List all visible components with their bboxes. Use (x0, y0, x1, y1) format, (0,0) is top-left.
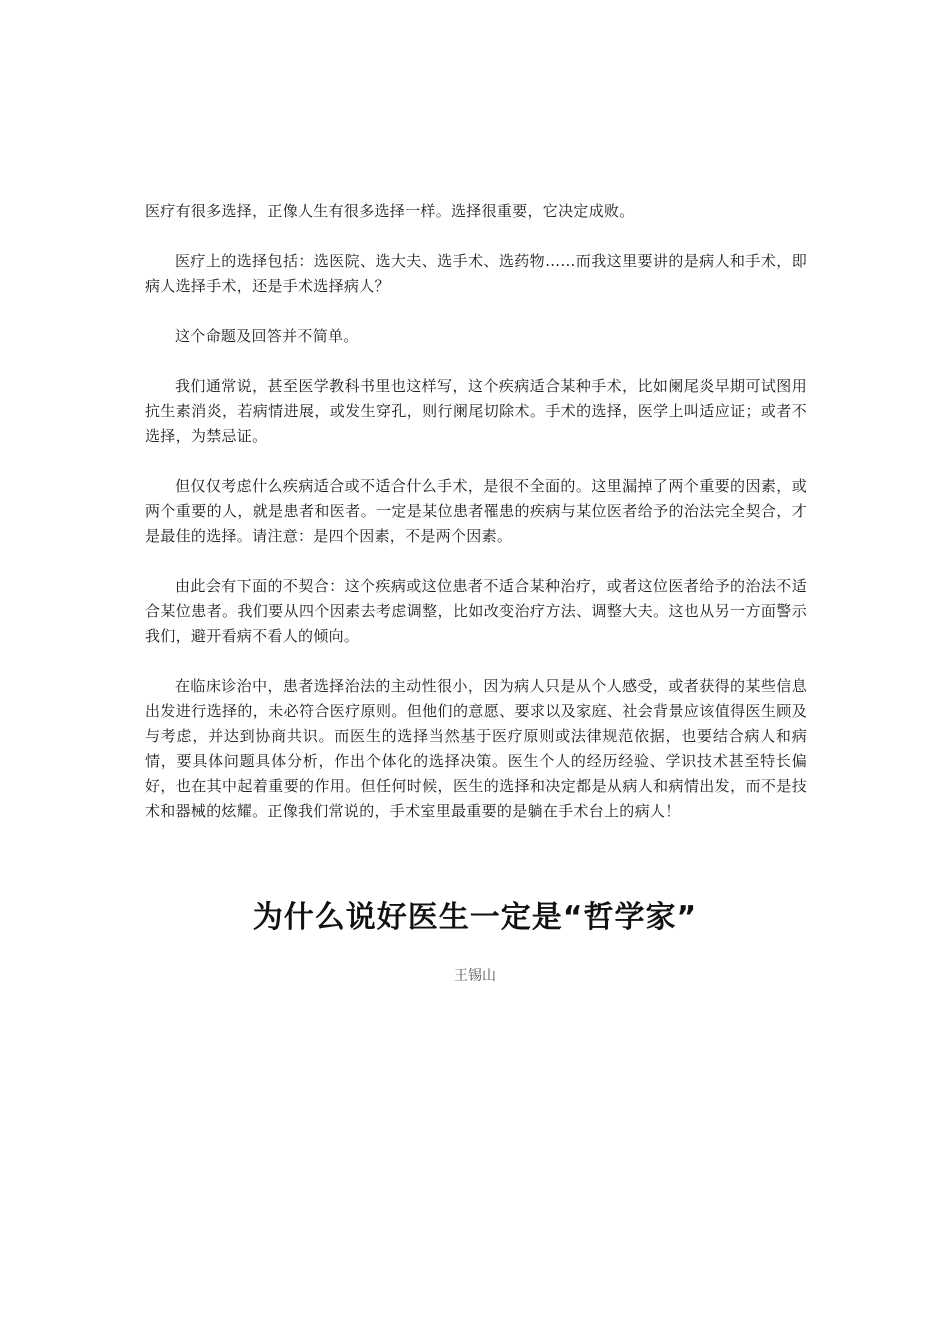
paragraph: 由此会有下面的不契合：这个疾病或这位患者不适合某种治疗，或者这位医者给予的治法不适合某位患者。我们要从四个因素去考虑调整，比如改变治疗方法、调整大夫。这也从另一方面警示我们，避开看病不看人的倾向。 (145, 577, 807, 645)
paragraph: 医疗有很多选择，正像人生有很多选择一样。选择很重要，它决定成败。 (145, 202, 635, 220)
paragraph: 我们通常说，甚至医学教科书里也这样写，这个疾病适合某种手术，比如阑尾炎早期可试图用抗生素消炎，若病情进展，或发生穿孔，则行阑尾切除术。手术的选择，医学上叫适应证；或者不选择，为禁忌证。 (145, 377, 807, 445)
paragraph: 但仅仅考虑什么疾病适合或不适合什么手术，是很不全面的。这里漏掉了两个重要的因素，或两个重要的人，就是患者和医者。一定是某位患者罹患的疾病与某位医者给予的治法完全契合，才是最佳的选择。请注意：是四个因素，不是两个因素。 (145, 477, 807, 545)
paragraph: 医疗上的选择包括：选医院、选大夫、选手术、选药物……而我这里要讲的是病人和手术，即病人选择手术，还是手术选择病人？ (145, 252, 807, 295)
article-author: 王锡山 (454, 968, 496, 984)
paragraph: 这个命题及回答并不简单。 (175, 327, 359, 345)
article-body (145, 199, 807, 849)
paragraph: 在临床诊治中，患者选择治法的主动性很小，因为病人只是从个人感受，或者获得的某些信息出发进行选择的，未必符合医疗原则。但他们的意愿、要求以及家庭、社会背景应该值得医生顾及与考虑，并达到协商共识。而医生的选择当然基于医疗原则或法律规范依据，也要结合病人和病情，要具体问题具体分析，作出个体化的选择决策。医生个人的经历经验、学识技术甚至特长偏好，也在其中起着重要的作用。但任何时候，医生的选择和决定都是从病人和病情出发，而不是技术和器械的炫耀。正像我们常说的，手术室里最重要的是躺在手术台上的病人！ (145, 677, 807, 820)
article-title: 为什么说好医生一定是“哲学家” (252, 900, 698, 935)
